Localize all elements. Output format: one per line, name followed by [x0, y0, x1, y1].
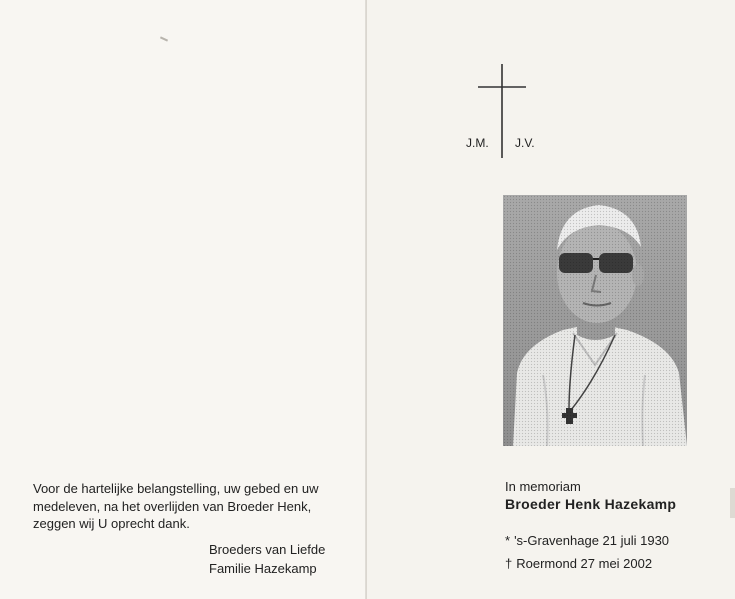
- initials-jv: J.V.: [515, 136, 535, 150]
- thank-you-text: [33, 480, 363, 533]
- paper-speck: [160, 36, 168, 41]
- birth-star-icon: *: [505, 533, 511, 548]
- deceased-name: Broeder Henk Hazekamp: [505, 496, 677, 512]
- portrait-illustration: [503, 195, 687, 446]
- death-place-date: Roermond 27 mei 2002: [516, 556, 653, 571]
- thanks-line: zeggen wij U oprecht dank.: [33, 516, 190, 531]
- signature-line: Familie Hazekamp: [209, 561, 317, 576]
- birth-line: [505, 533, 669, 548]
- initials-jm: J.M.: [466, 136, 489, 150]
- birth-place-date: 's-Gravenhage 21 juli 1930: [514, 533, 670, 548]
- signature-block: [209, 540, 325, 578]
- left-page: [0, 0, 366, 599]
- in-memoriam-label: In memoriam: [505, 479, 581, 494]
- thanks-line: Voor de hartelijke belangstelling, uw gebed en uw: [33, 481, 319, 496]
- edge-mark: [730, 488, 735, 518]
- signature-line: Broeders van Liefde: [209, 542, 326, 557]
- thanks-line: medeleven, na het overlijden van Broeder Henk,: [33, 498, 312, 514]
- death-line: [505, 556, 652, 571]
- portrait-photo: [503, 195, 687, 446]
- death-cross-icon: †: [505, 556, 513, 571]
